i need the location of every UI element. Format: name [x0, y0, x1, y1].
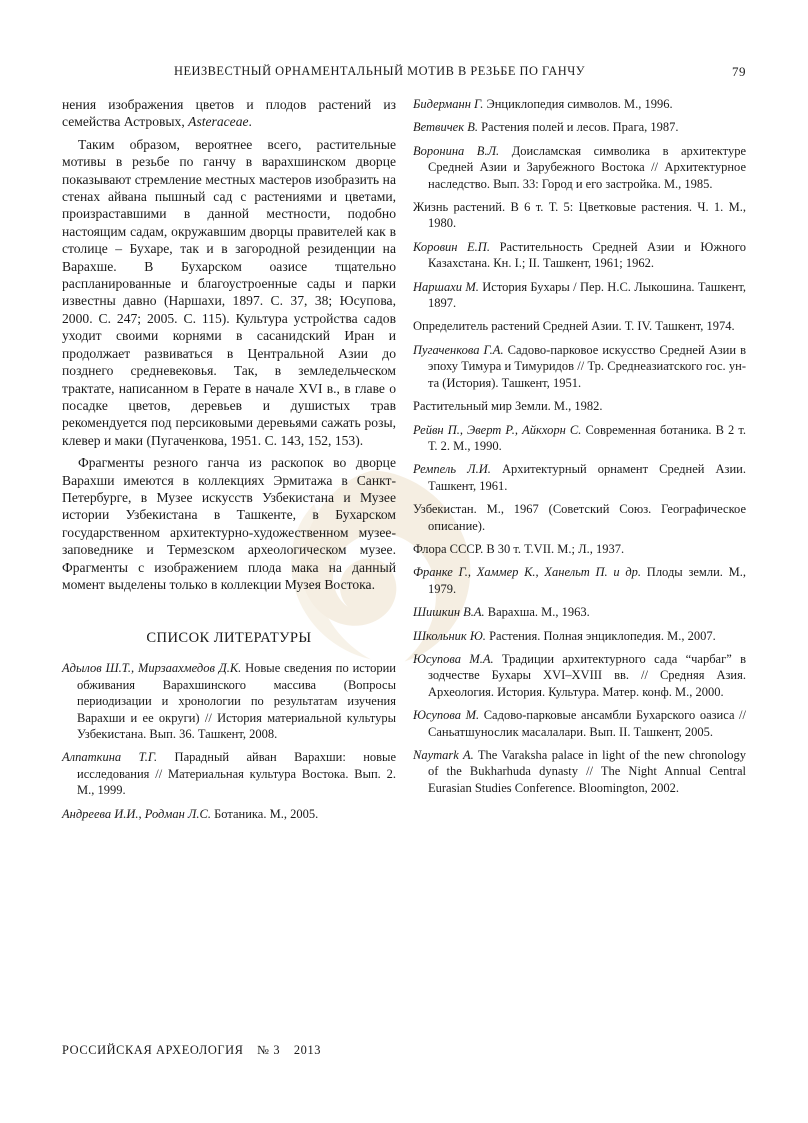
species-family-name: Asteraceae	[188, 114, 249, 130]
right-column	[413, 96, 746, 803]
running-title: НЕИЗВЕСТНЫЙ ОРНАМЕНТАЛЬНЫЙ МОТИВ В РЕЗЬБЕ ПО ГАНЧУ	[174, 64, 586, 78]
reference-item: Юсупова М. Садово-парковые ансамбли Бухарского оазиса // Саньатшунослик масалалари. Вып. II. Ташкент, 2005.	[413, 708, 747, 739]
reference-item: Адылов Ш.Т., Мирзаахмедов Д.К. Новые сведения по истории обживания Варахшинского массива (Вопросы периодизации и хронологии по результатам изучения Варахши и ее округи) // История материальной культуры Узбекистана. Вып. 36. Ташкент, 2008.	[62, 661, 396, 741]
reference-item: Школьник Ю. Растения. Полная энциклопедия. М., 2007.	[413, 628, 716, 643]
reference-item: Алпаткина Т.Г. Парадный айван Варахши: новые исследования // Материальная культура Востока. Вып. 2. М., 1999.	[62, 750, 397, 798]
references-list-right	[413, 96, 746, 796]
reference-item: Андреева И.И., Родман Л.С. Ботаника. М., 2005.	[62, 806, 319, 821]
paragraph-gardens: Таким образом, вероятнее всего, растительные мотивы в резьбе по ганчу в варахшинском дворце показывают стремление местных мастеров изобразить на стенах айвана пышный сад с растениями и цветами, произраставшими в данной местности, подобно настоящим садам, окружавшим дворцы правителей как в столице – Бухаре, так и в загородной резиденции на Варахше. В Бухарском оазисе тщательно распланированные и благоустроенные сады и парки известны давно (Наршахи, 1897. С. 37, 38; Юсупова, 2000. С. 247; 2005. С. 115). Культура устройства садов уходит своими корнями в сасанидский Иран и продолжает развиваться в Центральной Азии до позднего средневековья. Так, в земледельческом трактате, написанном в Герате в начале XVI в., в главе о посадке цветов, деревьев и душистых трав рекомендуется под персиковыми деревьями сажать розы, клевер и маки (Пугаченкова, 1951. С. 143, 152, 153).	[62, 136, 396, 448]
page-footer	[62, 1043, 331, 1058]
reference-item: Коровин Е.П. Растительность Средней Азии и Южного Казахстана. Кн. I.; II. Ташкент, 1961; 1962.	[413, 239, 746, 271]
reference-item: Юсупова М.А. Традиции архитектурного сада “чарбаг” в зодчестве Бухары XVI–XVIII вв. // Средняя Азия. Археология. История. Культура. Матер. конф. М., 2000.	[413, 651, 746, 699]
paragraph-continuation: нения изображения цветов и плодов растений из семейства Астровых, Asteraceae.	[62, 97, 396, 130]
reference-item: Бидерманн Г. Энциклопедия символов. М., 1996.	[413, 97, 673, 111]
references-heading: СПИСОК ЛИТЕРАТУРЫ	[146, 630, 312, 647]
reference-item: Пугаченкова Г.А. Садово-парковое искусство Средней Азии в эпоху Тимура и Тимуридов // Тр. Среднеазиатского гос. ун-та (История). Ташкент, 1951.	[413, 342, 746, 390]
reference-item: Ремпель Л.И. Архитектурный орнамент Средней Азии. Ташкент, 1961.	[413, 462, 746, 493]
reference-item: Naymark A. The Varaksha palace in light of the new chronology of the Bukharhuda dynasty // The Night Annual Central Eurasian Studies Conference. Bloomington, 2002.	[413, 748, 746, 795]
reference-item: Жизнь растений. В 6 т. Т. 5: Цветковые растения. Ч. 1. М., 1980.	[413, 200, 746, 231]
paragraph-collections: Фрагменты резного ганча из раскопок во дворце Варахши имеются в коллекциях Эрмитажа в Санкт-Петербурге, в Музее искусств Узбекистана и Музее истории Узбекистана в Ташкенте, в Бухарском государственном архитектурно-художественном музее-заповеднике и Термезском археологическом музее. Фрагменты с изображением плода мака на данный момент выделены только в коллекции Музея Востока.	[62, 455, 396, 592]
left-column	[62, 96, 396, 829]
reference-item: Франке Г., Хаммер К., Ханельт П. и др. Плоды земли. М., 1979.	[413, 565, 746, 596]
reference-item: Наршахи М. История Бухары / Пер. Н.С. Лыкошина. Ташкент, 1897.	[413, 279, 746, 311]
reference-item: Узбекистан. М., 1967 (Советский Союз. Географическое описание).	[413, 502, 746, 533]
reference-item: Ветвичек В. Растения полей и лесов. Прага, 1987.	[413, 120, 679, 135]
reference-item: Флора СССР. В 30 т. Т.VII. М.; Л., 1937.	[413, 541, 625, 556]
reference-item: Воронина В.Л. Доисламская символика в архитектуре Средней Азии и Зарубежного Востока // Архитектурное наследство. Вып. 33: Город и его застройка. М., 1985.	[413, 143, 746, 191]
reference-item: Шишкин В.А. Варахша. М., 1963.	[413, 605, 590, 620]
journal-name: РОССИЙСКАЯ АРХЕОЛОГИЯ	[62, 1043, 244, 1057]
reference-item: Растительный мир Земли. М., 1982.	[413, 399, 603, 414]
references-list-left	[62, 660, 396, 822]
publication-year: 2013	[293, 1043, 322, 1057]
running-header	[62, 64, 746, 82]
issue-number: № 3	[257, 1043, 281, 1057]
page-number: 79	[732, 64, 746, 79]
reference-item: Рейвн П., Эверт Р., Айкхорн С. Современная ботаника. В 2 т. Т. 2. М., 1990.	[413, 422, 746, 453]
reference-item: Определитель растений Средней Азии. Т. IV. Ташкент, 1974.	[413, 319, 735, 334]
